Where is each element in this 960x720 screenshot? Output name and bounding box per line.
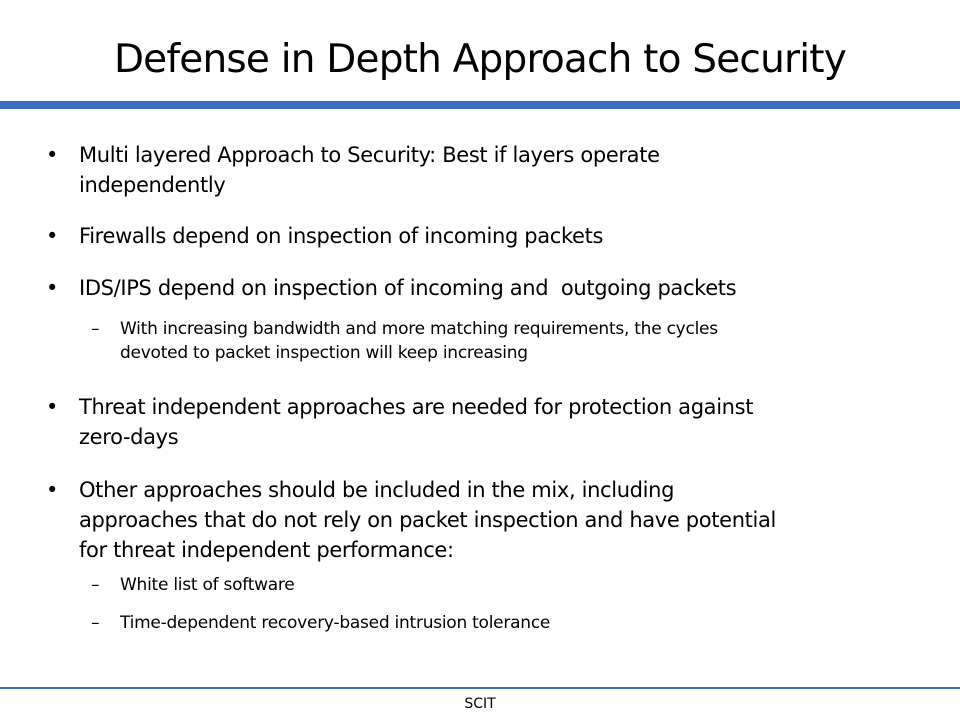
bullet-line: zero-days [79, 425, 179, 449]
bullet-marker: • [46, 395, 59, 419]
bullet-line: Firewalls depend on inspection of incoming packets [79, 224, 604, 248]
sub-bullet-line: White list of software [120, 575, 295, 595]
sub-bullet-text [120, 573, 940, 597]
footer-label: SCIT [464, 696, 496, 712]
footer-divider [0, 687, 960, 689]
bullet-line: approaches that do not rely on packet inspection and have potential [79, 508, 777, 532]
bullet-line: Multi layered Approach to Security: Best if layers operate [79, 143, 660, 167]
bullet-text [79, 273, 939, 303]
sub-bullet-text [120, 317, 940, 365]
bullet-line: Threat independent approaches are needed for protection against [79, 395, 754, 419]
bullet-marker: • [46, 143, 59, 167]
bullet-marker: • [46, 224, 59, 248]
sub-bullet-marker: – [91, 613, 100, 633]
bullet-marker: • [46, 276, 59, 300]
sub-bullet-line: Time-dependent recovery-based intrusion tolerance [120, 613, 551, 633]
bullet-line: IDS/IPS depend on inspection of incoming and outgoing packets [79, 276, 737, 300]
bullet-text [79, 221, 939, 251]
sub-bullet-line: devoted to packet inspection will keep increasing [120, 343, 528, 363]
bullet-text [79, 140, 939, 200]
sub-bullet-marker: – [91, 575, 100, 595]
bullet-line: Other approaches should be included in the mix, including [79, 478, 675, 502]
sub-bullet-line: With increasing bandwidth and more matching requirements, the cycles [120, 319, 718, 339]
bullet-marker: • [46, 478, 59, 502]
bullet-text [79, 475, 939, 565]
sub-bullet-text [120, 611, 940, 635]
slide-title: Defense in Depth Approach to Security [113, 37, 847, 82]
sub-bullet-marker: – [91, 319, 100, 339]
bullet-line: for threat independent performance: [79, 538, 454, 562]
bullet-text [79, 392, 939, 452]
bullet-line: independently [79, 173, 226, 197]
